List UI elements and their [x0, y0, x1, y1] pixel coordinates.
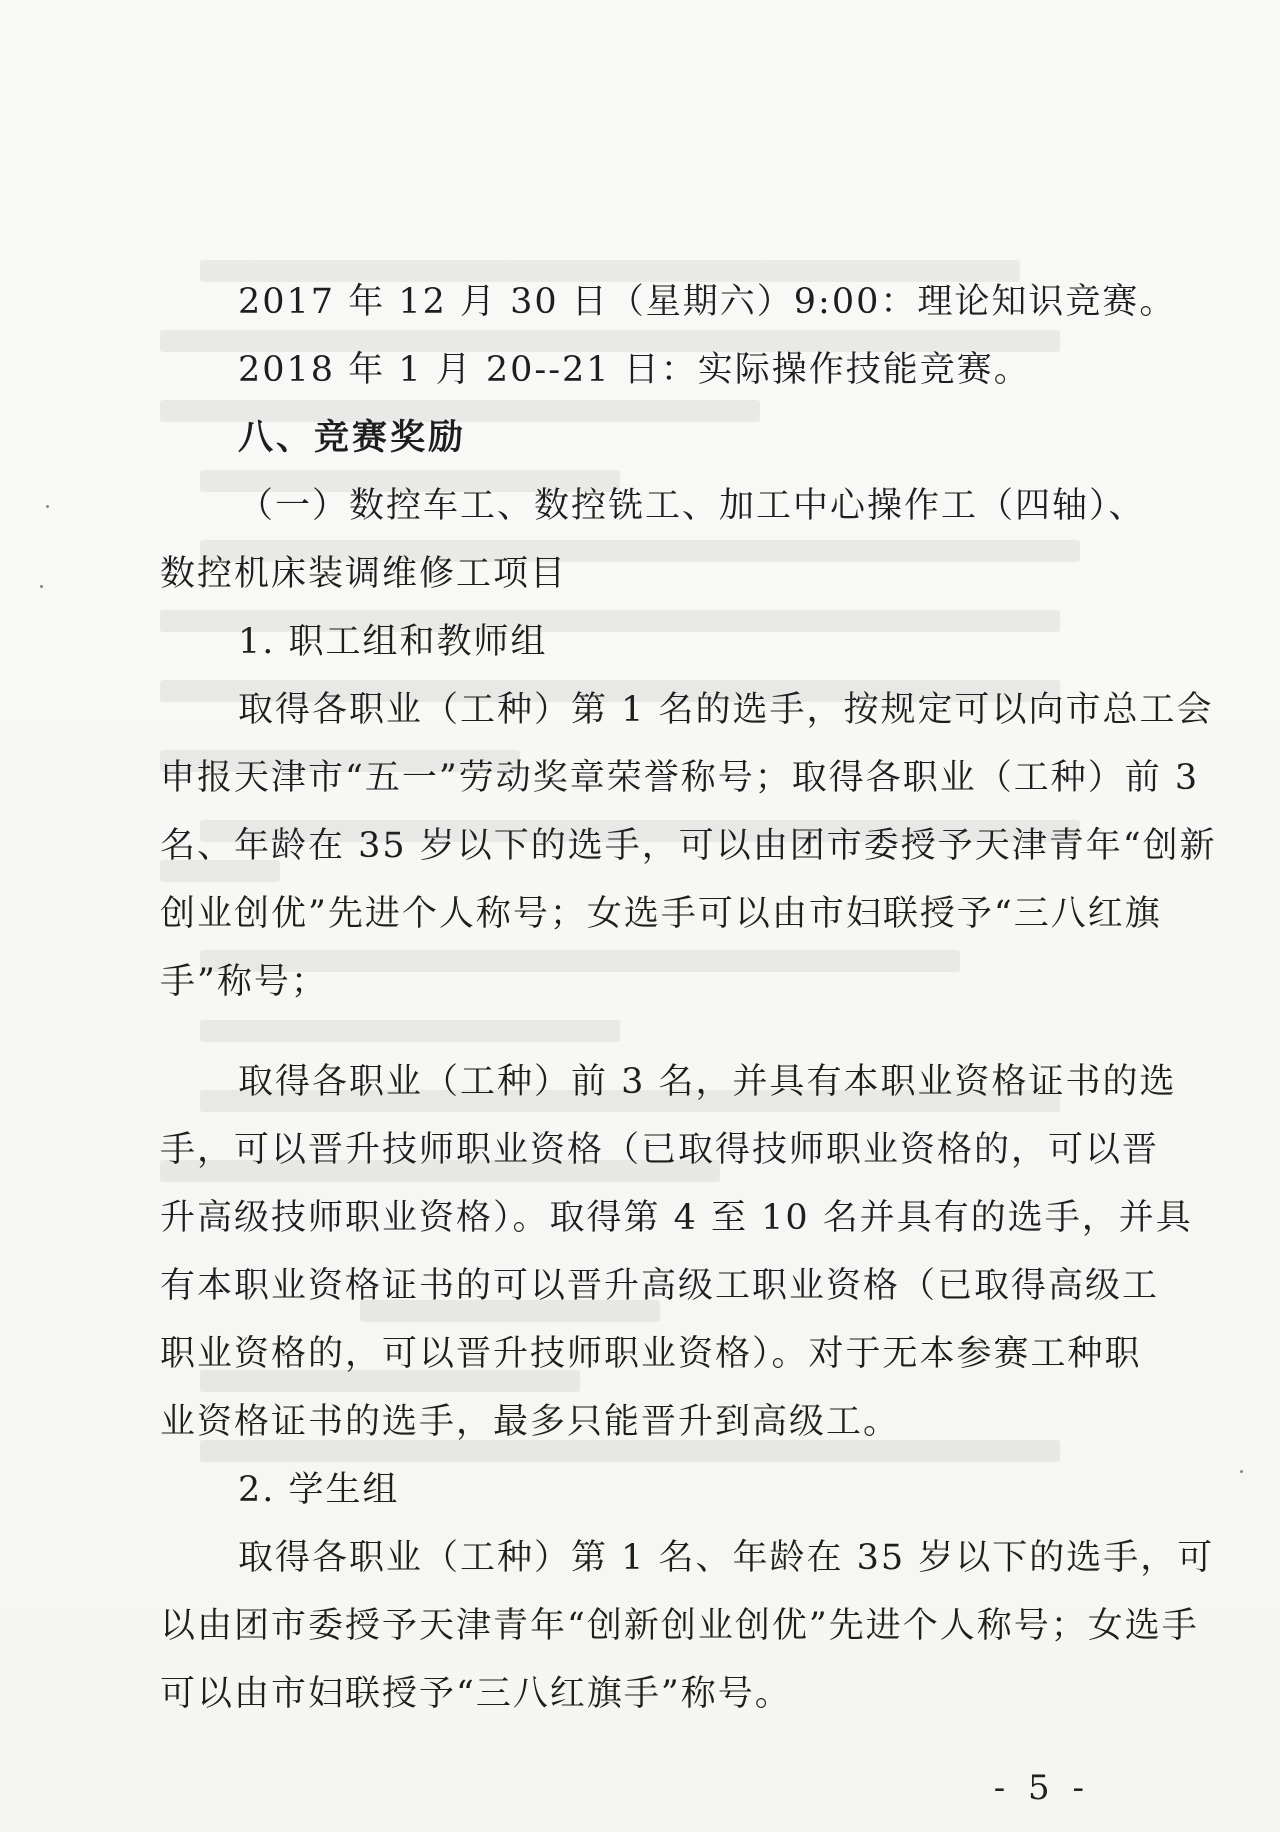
text-line: 职业资格的，可以晋升技师职业资格）。对于无本参赛工种职 [160, 1334, 1142, 1374]
text-line: 创业创优”先进个人称号；女选手可以由市妇联授予“三八红旗 [160, 894, 1162, 934]
text-line: 取得各职业（工种）第 1 名的选手，按规定可以向市总工会 [238, 690, 1214, 730]
text-line: 有本职业资格证书的可以晋升高级工职业资格（已取得高级工 [160, 1266, 1160, 1306]
text-line: 以由团市委授予天津青年“创新创业创优”先进个人称号；女选手 [160, 1606, 1199, 1646]
text-line: 2017 年 12 月 30 日（星期六）9:00：理论知识竞赛。 [238, 282, 1177, 322]
paragraph-gap [160, 1016, 1100, 1048]
text-line: 取得各职业（工种）第 1 名、年龄在 35 岁以下的选手，可 [238, 1538, 1215, 1578]
document-body [160, 268, 1217, 1728]
text-line: 申报天津市“五一”劳动奖章荣誉称号；取得各职业（工种）前 3 [160, 758, 1200, 798]
text-line: 业资格证书的选手，最多只能晋升到高级工。 [160, 1402, 901, 1442]
text-line: （一）数控车工、数控铣工、加工中心操作工（四轴）、 [238, 486, 1146, 526]
text-line: 手，可以晋升技师职业资格（已取得技师职业资格的，可以晋 [160, 1130, 1160, 1170]
page-number: - 5 - [993, 1768, 1090, 1808]
text-line: 升高级技师职业资格）。取得第 4 至 10 名并具有的选手，并具 [160, 1198, 1193, 1238]
scan-speck [1240, 1470, 1243, 1473]
text-line: 名、年龄在 35 岁以下的选手，可以由团市委授予天津青年“创新 [160, 826, 1217, 866]
section-heading: 八、竞赛奖励 [238, 418, 467, 458]
text-line: 数控机床装调维修工项目 [160, 554, 568, 594]
scan-speck [46, 505, 49, 508]
text-line: 取得各职业（工种）前 3 名，并具有本职业资格证书的选 [238, 1062, 1177, 1102]
text-line: 1. 职工组和教师组 [238, 622, 548, 662]
text-line: 2. 学生组 [238, 1470, 400, 1510]
scan-speck [40, 585, 43, 588]
text-line: 手”称号； [160, 962, 328, 1002]
text-line: 2018 年 1 月 20--21 日：实际操作技能竞赛。 [238, 350, 1031, 390]
text-line: 可以由市妇联授予“三八红旗手”称号。 [160, 1674, 792, 1714]
